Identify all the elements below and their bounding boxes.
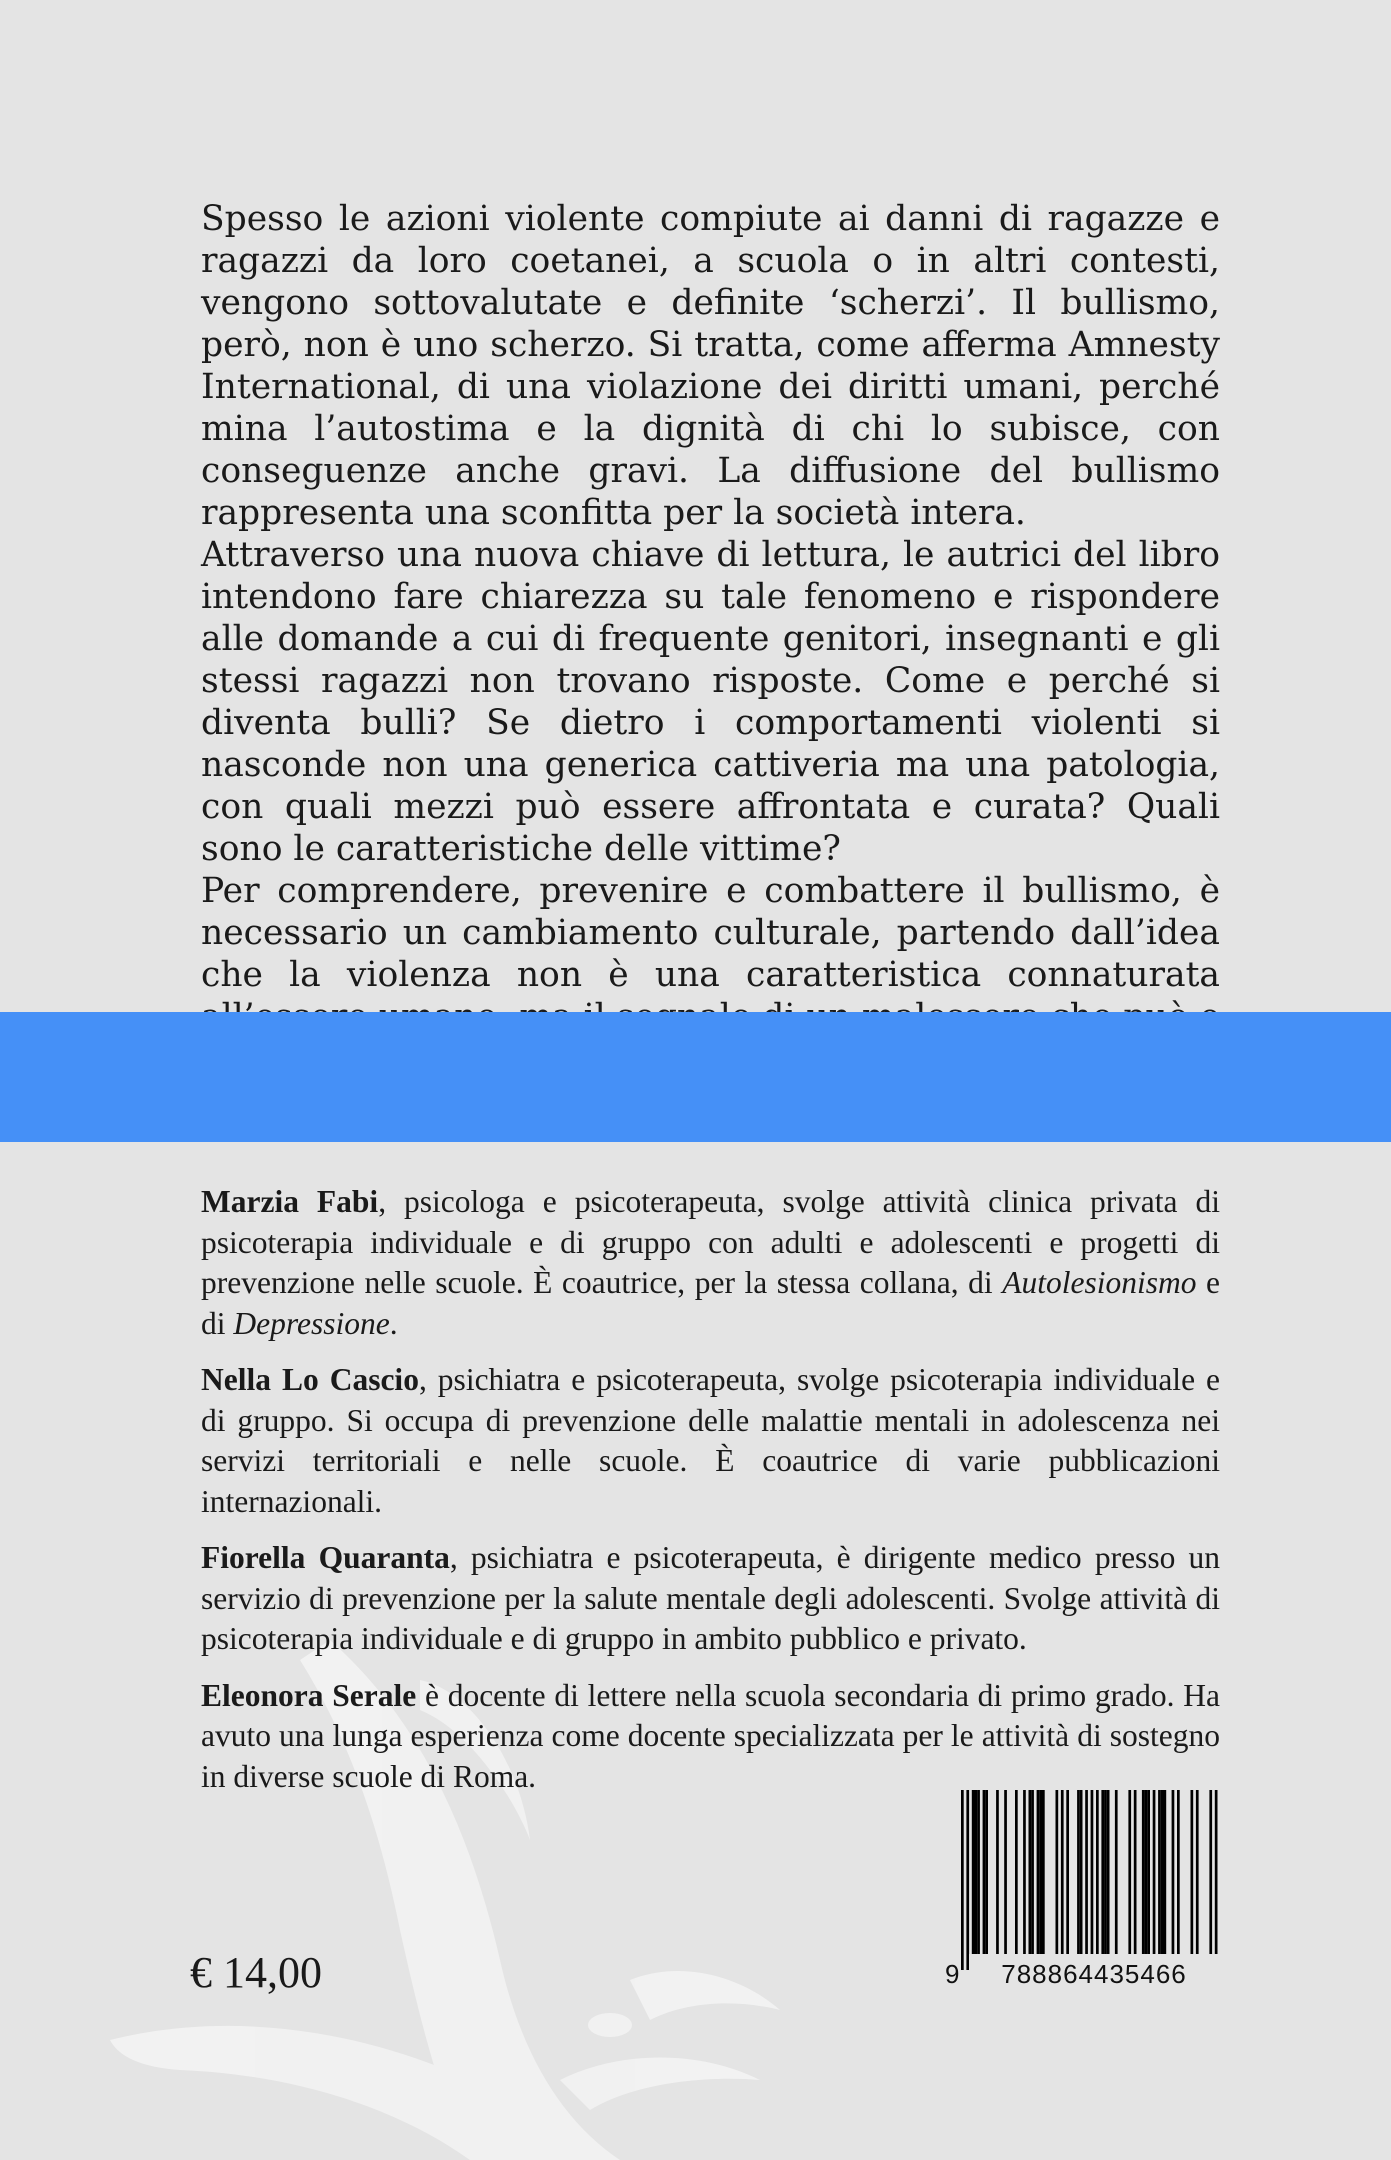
barcode-bar bbox=[1209, 1790, 1212, 1970]
barcode-bar bbox=[1104, 1790, 1107, 1954]
barcode-bar bbox=[1096, 1790, 1099, 1954]
barcode-bar bbox=[1023, 1790, 1026, 1954]
isbn-number bbox=[945, 1954, 1225, 1994]
barcode-bar bbox=[1077, 1790, 1080, 1954]
author-bio-text: . bbox=[389, 1305, 398, 1341]
barcode-bar bbox=[1004, 1790, 1007, 1954]
barcode-bar bbox=[1142, 1790, 1145, 1954]
author-name: Fiorella Quaranta bbox=[201, 1540, 450, 1575]
barcode-bar bbox=[1134, 1790, 1137, 1954]
book-title: Autolesionismo bbox=[1002, 1265, 1197, 1300]
barcode-bar bbox=[1158, 1790, 1161, 1954]
author-bio bbox=[201, 1538, 1220, 1660]
barcode-bar bbox=[1191, 1790, 1194, 1954]
author-bios bbox=[201, 1182, 1220, 1813]
barcode-bar bbox=[1177, 1790, 1180, 1954]
barcode-bar bbox=[1085, 1790, 1088, 1970]
barcode-bar bbox=[1196, 1790, 1199, 1954]
author-bio-text: , psichiatra e psicoterapeuta, svolge psicoterapia individuale e di gruppo. Si occupa di prevenzione delle malattie mentali in adolescenza nei servizi territoriali e nelle scuole. È coautrice di varie pubblicazioni internazionali. bbox=[201, 1362, 1221, 1519]
barcode-bar bbox=[1056, 1790, 1059, 1954]
blurb-paragraph: Attraverso una nuova chiave di lettura, le autrici del libro intendono fare chiarezza su tale fenomeno e rispondere alle domande a cui di frequente genitori, insegnanti e gli stessi ragazzi non trovano risposte. Come e perché si diventa bulli? Se dietro i comportamenti violenti si nasconde non una generica cattiveria ma una patologia, con quali mezzi può essere affrontata e curata? Quali sono le caratteristiche delle vittime? bbox=[201, 535, 1220, 869]
author-bio-text: è docente di lettere nella scuola secondaria di primo grado. Ha avuto una lunga esperienza come docente specializzata per le attività di sostegno in diverse scuole di Roma. bbox=[201, 1677, 1220, 1794]
barcode-bar bbox=[977, 1790, 980, 1954]
author-bio-text: , psichiatra e psicoterapeuta, è dirigente medico presso un servizio di prevenzione per la salute mentale degli adolescenti. Svolge attività di psicoterapia individuale e di gruppo in ambito pubblico e privato. bbox=[201, 1540, 1221, 1656]
barcode-bar bbox=[1107, 1790, 1110, 1954]
barcode-bar bbox=[996, 1790, 999, 1954]
barcode-bar bbox=[1115, 1790, 1118, 1954]
barcode-bar bbox=[975, 1790, 978, 1954]
barcode-bar bbox=[983, 1790, 986, 1954]
barcode-bar bbox=[1172, 1790, 1175, 1954]
barcode-bar bbox=[1161, 1790, 1164, 1954]
author-bio-text: , psicologa e psicoterapeuta, svolge attività clinica privata di psicoterapia individuale e di gruppo con adulti e adolescenti e progetti di prevenzione nelle scuole. È coautrice, per la stessa collana, di bbox=[201, 1184, 1220, 1300]
barcode-bar bbox=[1015, 1790, 1018, 1954]
barcode-bar bbox=[1153, 1790, 1156, 1954]
barcode-bar bbox=[1147, 1790, 1150, 1954]
isbn-digits: 788864435466 bbox=[969, 1954, 1219, 1994]
barcode-bar bbox=[1215, 1790, 1218, 1970]
author-bio-text: e di bbox=[201, 1265, 1220, 1341]
book-title: Depressione bbox=[233, 1305, 390, 1341]
barcode-bar bbox=[1101, 1790, 1104, 1954]
author-bio bbox=[201, 1676, 1220, 1798]
author-name: Eleonora Serale bbox=[201, 1677, 417, 1713]
author-name: Nella Lo Cascio bbox=[201, 1362, 419, 1397]
barcode-bar bbox=[1061, 1790, 1064, 1954]
barcode-bar bbox=[1039, 1790, 1042, 1954]
blurb-paragraph: Per comprendere, prevenire e combattere il bullismo, è necessario un cambiamento culturale, partendo dall’idea che la violenza non è una caratteristica connaturata bbox=[201, 871, 1220, 995]
author-bio bbox=[201, 1182, 1220, 1344]
barcode-bars bbox=[945, 1790, 1225, 1970]
barcode-bar bbox=[1164, 1790, 1167, 1954]
barcode-bar bbox=[1128, 1790, 1131, 1954]
barcode-bar bbox=[1080, 1790, 1083, 1954]
blue-band bbox=[0, 1012, 1391, 1142]
barcode-bar bbox=[966, 1790, 969, 1970]
author-bio bbox=[201, 1360, 1220, 1522]
barcode-bar bbox=[1042, 1790, 1045, 1954]
barcode-bar bbox=[1029, 1790, 1032, 1954]
barcode-bar bbox=[1037, 1790, 1040, 1954]
author-name: Marzia Fabi bbox=[201, 1184, 379, 1219]
barcode-bar bbox=[1145, 1790, 1148, 1954]
barcode-bar bbox=[961, 1790, 964, 1970]
barcode-bar bbox=[1031, 1790, 1034, 1954]
barcode-bar bbox=[1066, 1790, 1069, 1954]
barcode-bar bbox=[972, 1790, 975, 1954]
barcode-bar bbox=[985, 1790, 988, 1954]
back-cover-blurb bbox=[201, 198, 1220, 1080]
blurb-paragraph: Spesso le azioni violente compiute ai danni di ragazze e ragazzi da loro coetanei, a scuola o in altri contesti, vengono sottovalutate e definite ‘scherzi’. Il bullismo, però, non è uno scherzo. Si tratta, come afferma Amnesty International, di una violazione dei diritti umani, perché mina l’autostima e la dignità di chi lo subisce, con conseguenze anche gravi. La diffusione del bullismo rappresenta una sconfitta per la società intera. bbox=[201, 199, 1220, 533]
price-label: € 14,00 bbox=[190, 1948, 322, 1997]
barcode-bar bbox=[1091, 1790, 1094, 1970]
isbn-lead-digit: 9 bbox=[945, 1959, 960, 1989]
